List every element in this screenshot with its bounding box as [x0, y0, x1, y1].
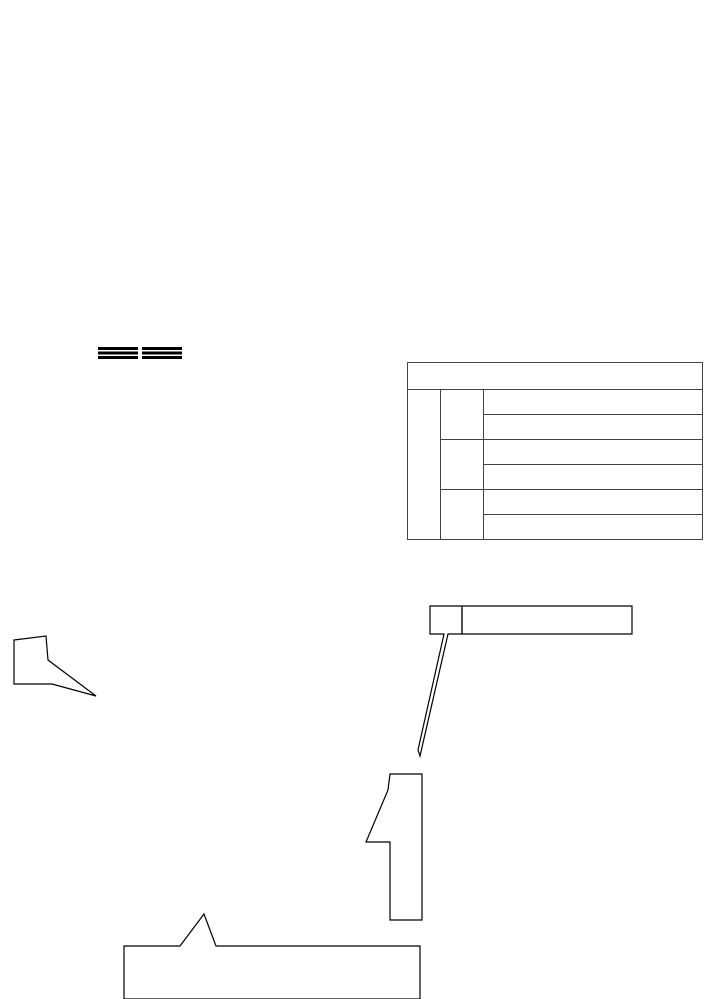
bubble-top-right	[418, 606, 632, 756]
bubble-middle	[366, 774, 422, 920]
bubble-bottom	[124, 914, 420, 999]
bubble-left	[14, 636, 96, 696]
